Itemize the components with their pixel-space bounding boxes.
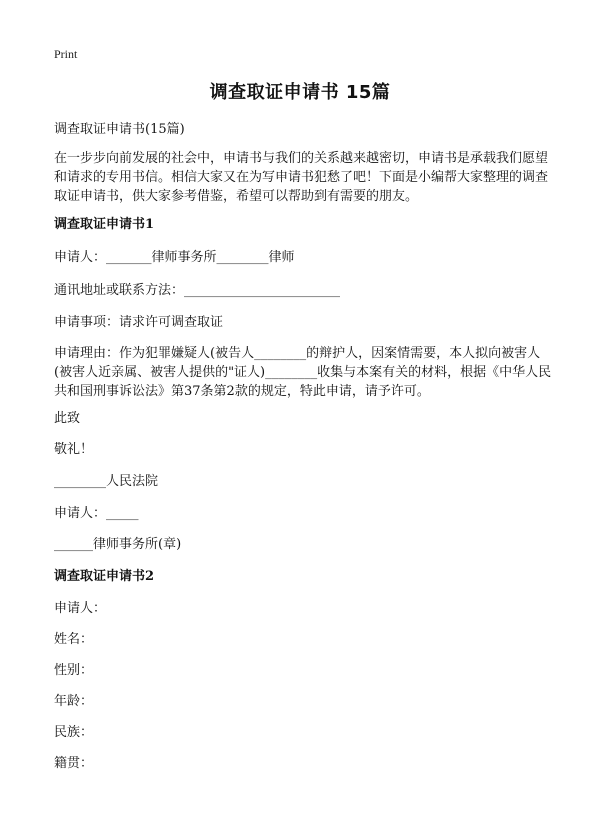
section1-address: 通讯地址或联系方法：________________________	[54, 283, 341, 298]
section1-signature: 申请人：_____	[54, 506, 139, 521]
section2-origin: 籍贯：	[54, 756, 94, 771]
section1-matter: 申请事项：请求许可调查取证	[54, 315, 224, 330]
intro-paragraph: 在一步步向前发展的社会中，申请书与我们的关系越来越密切，申请书是承载我们愿望和请求的专用书信。相信大家又在为写申请书犯愁了吧！下面是小编帮大家整理的调查取证申请书，供大家参考借鉴，希望可以帮助到有需要的朋友。	[54, 151, 549, 204]
section2-name: 姓名：	[54, 632, 94, 647]
section1-reason: 申请理由：作为犯罪嫌疑人(被告人________的辩护人，因案情需要，本人拟向被害人(被害人近亲属、被害人提供的"证人)________收集与本案有关的材料，根据《中华人民共和国刑事诉讼法》第37条第2款的规定，特此申请，请予许可。	[54, 346, 552, 399]
section1-applicant: 申请人：_______律师事务所________律师	[54, 250, 295, 265]
section2-heading: 调查取证申请书2	[54, 569, 155, 584]
section2-ethnicity: 民族：	[54, 725, 94, 740]
section2-age: 年龄：	[54, 694, 94, 709]
section1-court: ________人民法院	[54, 474, 159, 489]
document-title: 调查取证申请书 15篇	[209, 82, 391, 103]
print-label: Print	[54, 47, 78, 61]
document-subtitle: 调查取证申请书(15篇)	[54, 122, 185, 137]
section1-heading: 调查取证申请书1	[54, 217, 155, 232]
section2-gender: 性别：	[54, 663, 94, 678]
section1-closing-1: 此致	[54, 411, 81, 426]
section2-applicant: 申请人：	[54, 601, 107, 616]
section1-closing-2: 敬礼！	[54, 442, 94, 457]
section1-firm: ______律师事务所(章)	[54, 537, 182, 552]
